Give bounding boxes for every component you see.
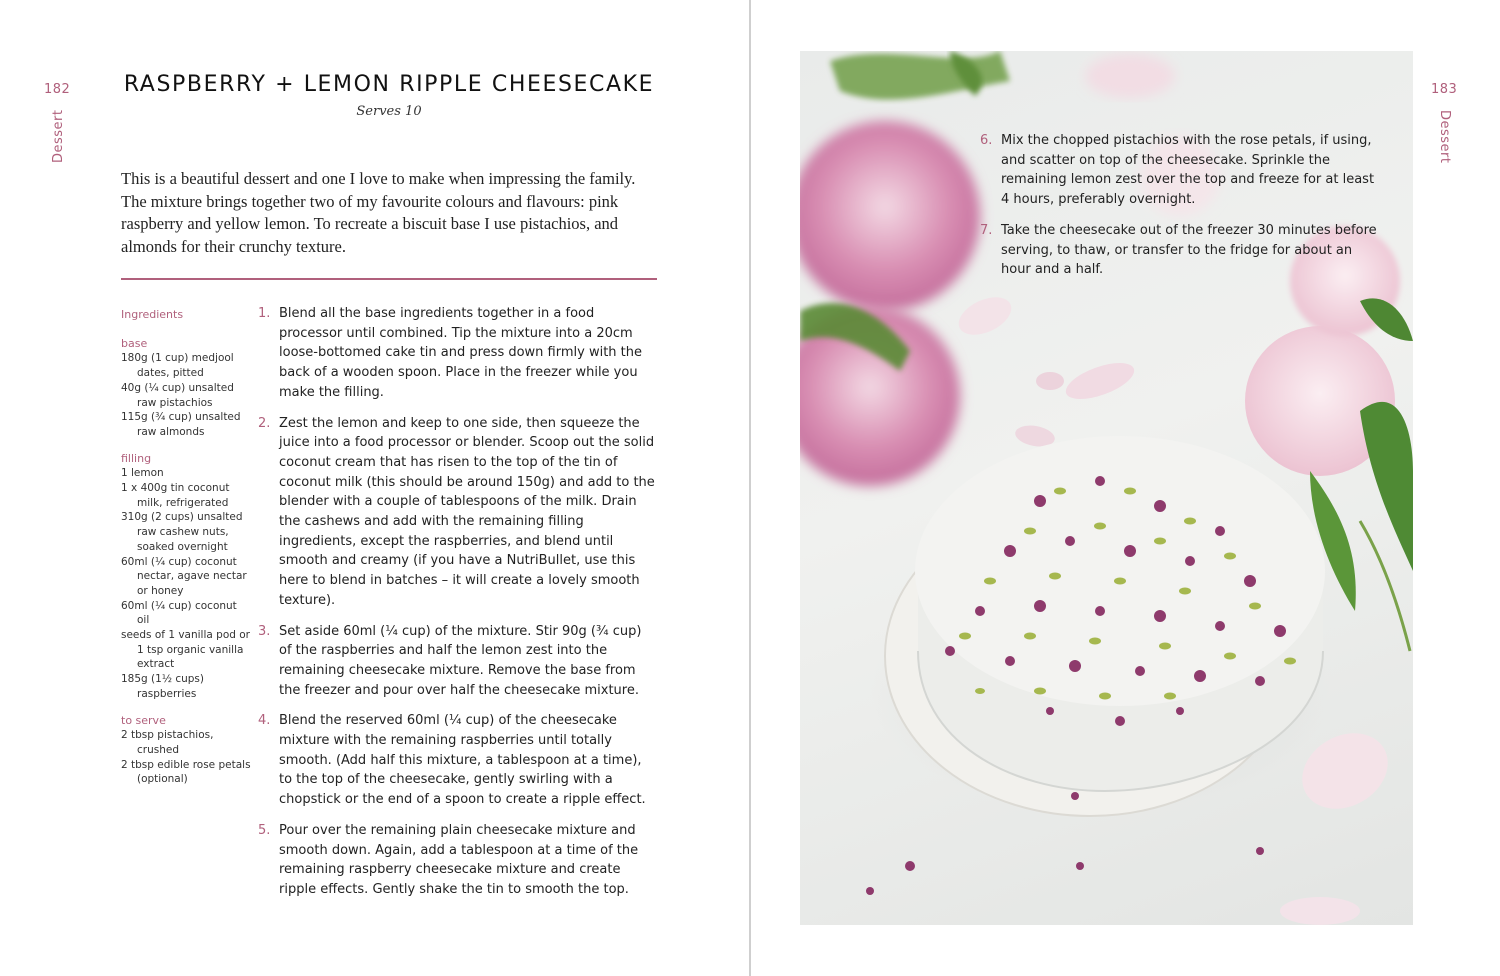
ingredient-item: 310g (2 cups) unsalted raw cashew nuts, soaked overnight [121, 511, 243, 553]
step-number: 7. [980, 222, 993, 238]
ingredient-item: 185g (1½ cups) raspberries [121, 673, 204, 700]
method-step [258, 414, 658, 611]
step-text: Pour over the remaining plain cheesecake mixture and smooth down. Again, add a tablespoon at a time of the remaining raspberry cheesecake mixture and create ripple effects. Gently shake the tin to smooth the top. [279, 822, 639, 897]
step-number: 4. [258, 713, 271, 729]
recipe-title: RASPBERRY + LEMON RIPPLE CHEESECAKE [123, 72, 655, 97]
method-step [258, 622, 658, 701]
left-page [0, 0, 749, 976]
page-number: 182 [44, 82, 71, 97]
ingredient-item: 180g (1 cup) medjool dates, pitted [121, 352, 234, 380]
recipe-intro: This is a beautiful dessert and one I love to make when impressing the family. The mixture brings together two of my favourite colours and flavours: pink raspberry and yellow lemon. To recreate a biscuit base I use pistachios, and almonds for their crunchy texture. [121, 169, 636, 256]
divider [121, 278, 657, 280]
ingredient-group-to-serve [121, 714, 251, 788]
method-step [980, 221, 1380, 280]
ingredients-heading: Ingredients [121, 308, 184, 321]
method-step [980, 131, 1380, 210]
method-step [258, 304, 658, 403]
step-text: Set aside 60ml (¼ cup) of the mixture. Stir 90g (¾ cup) of the raspberries and half the lemon zest into the remaining cheesecake mixture. Remove the base from the freezer and pour over half the cheesecake mixture. [279, 623, 642, 698]
step-number: 6. [980, 133, 993, 148]
ingredient-item: 115g (¾ cup) unsalted raw almonds [121, 411, 241, 438]
ingredient-group-base [121, 337, 251, 440]
method-step [258, 821, 658, 900]
page-number: 183 [1431, 82, 1458, 97]
ingredient-item: 60ml (¼ cup) coconut oil [121, 599, 237, 627]
step-text: Blend all the base ingredients together in a food processor until combined. Tip the mixture into a 20cm loose-bottomed cake tin and press down firmly with the back of a wooden spoon. Place in the freezer while you make the filling. [279, 306, 643, 400]
step-number: 2. [258, 415, 271, 431]
ingredient-group-title: to serve [121, 713, 166, 727]
method-steps [258, 304, 658, 911]
ingredient-item: seeds of 1 vanilla pod or 1 tsp organic vanilla extract [121, 629, 250, 671]
serves: Serves 10 [356, 104, 422, 119]
ingredient-item: 60ml (¼ cup) coconut nectar, agave nectar or honey [121, 555, 247, 597]
ingredient-item: 1 lemon [121, 467, 164, 480]
right-page [751, 0, 1500, 976]
ingredient-group-filling [121, 452, 251, 702]
step-number: 1. [258, 306, 271, 321]
section-label: Dessert [1437, 110, 1452, 164]
ingredient-group-title: base [121, 336, 148, 350]
step-text: Take the cheesecake out of the freezer 30 minutes before serving, to thaw, or transfer to the fridge for about an hour and a half. [1001, 222, 1377, 278]
ingredient-item: 2 tbsp edible rose petals (optional) [121, 758, 251, 786]
ingredients-list [121, 308, 251, 799]
ingredient-item: 40g (¼ cup) unsalted raw pistachios [121, 381, 234, 409]
method-step [258, 711, 658, 810]
ingredient-item: 1 x 400g tin coconut milk, refrigerated [121, 482, 230, 509]
step-text: Blend the reserved 60ml (¼ cup) of the cheesecake mixture with the remaining raspberries until totally smooth. (Add half this mixture, a tablespoon at a time), to the top of the cheesecake, gently swirling with a chopstick or the end of a spoon to create a ripple effect. [279, 713, 646, 808]
cheesecake-photo [800, 51, 1413, 925]
step-number: 5. [258, 822, 271, 838]
ingredient-item: 2 tbsp pistachios, crushed [121, 729, 214, 756]
step-text: Mix the chopped pistachios with the rose petals, if using, and scatter on top of the cheesecake. Sprinkle the remaining lemon zest over the top and freeze for at least 4 hours, preferably overnight. [1001, 133, 1375, 208]
ingredient-group-title: filling [121, 451, 152, 465]
step-text: Zest the lemon and keep to one side, then squeeze the juice into a food processor or blender. Scoop out the solid coconut cream that has risen to the top of the tin of coconut milk (this should be around 150g) and add to the blender with a couple of tablespoons of the milk. Drain the cashews and add with the remaining filling ingredients, except the raspberries, and blend until smooth and creamy (if you have a NutriBullet, use this here to blend in batches – it will create a lovely smooth texture). [279, 415, 655, 608]
method-steps-continued [980, 131, 1380, 291]
step-number: 3. [258, 623, 271, 639]
section-label: Dessert [51, 109, 66, 163]
